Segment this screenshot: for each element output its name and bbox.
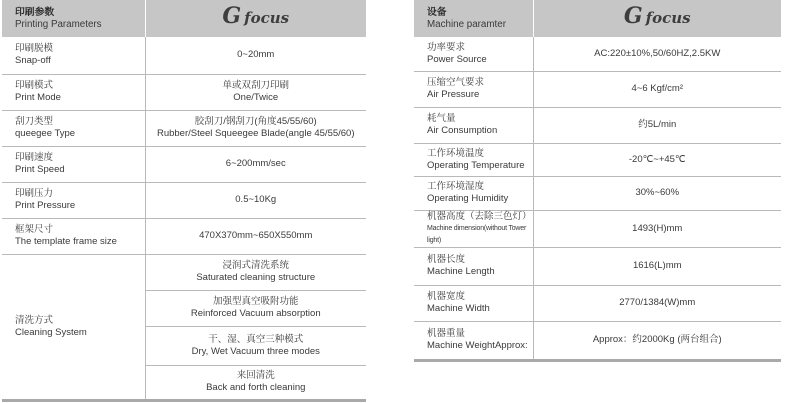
table-row xyxy=(414,71,781,107)
table-row xyxy=(414,247,781,285)
machine-parameters-table xyxy=(414,0,781,362)
row-label-cn: 刮刀类型 xyxy=(15,116,54,127)
row-label-en: Operating Temperature xyxy=(427,159,525,171)
cleaning-option-cn: 干、湿、真空三种模式 xyxy=(208,333,304,345)
row-value: 约5L/min xyxy=(533,107,781,143)
table-row xyxy=(414,210,781,247)
row-value: Approx：约2000Kg (两台组合) xyxy=(533,321,781,360)
cleaning-option-row xyxy=(2,254,366,290)
table-row xyxy=(414,176,781,210)
row-value: -20℃~+45℃ xyxy=(533,143,781,176)
row-label-cn: 印刷速度 xyxy=(15,152,54,163)
row-label-en: Power Source xyxy=(427,53,487,65)
cleaning-option-en: Back and forth cleaning xyxy=(206,382,306,393)
row-label-cn: 机器重量 xyxy=(427,328,466,339)
row-label-cn: 机器长度 xyxy=(427,254,466,265)
table-header xyxy=(2,0,366,37)
row-label-cn: 耗气量 xyxy=(427,113,456,124)
cleaning-option-cn: 加强型真空吸附功能 xyxy=(212,296,299,307)
cleaning-option-cn: 来回清洗 xyxy=(236,370,275,381)
row-value: 0~20mm xyxy=(145,37,366,74)
table-row xyxy=(2,218,366,254)
row-value-cn: 单或双刮刀印刷 xyxy=(222,80,289,91)
row-label-cn: 框架尺寸 xyxy=(15,224,54,235)
row-value: 6~200mm/sec xyxy=(145,146,366,182)
header-label: 印刷参数 Printing Parameters xyxy=(2,0,145,37)
row-label-en: Machine WeightApprox: xyxy=(427,340,528,351)
row-value-en: One/Twice xyxy=(233,92,279,103)
row-label-cn: 印刷模式 xyxy=(15,80,54,91)
row-label-en: Cleaning System xyxy=(15,326,87,338)
table-row xyxy=(414,143,781,176)
table-row xyxy=(2,110,366,146)
cleaning-option-en: Dry, Wet Vacuum three modes xyxy=(191,345,320,357)
cleaning-option-cn: 浸润式清洗系统 xyxy=(222,260,289,271)
header-label: 设备 Machine paramter xyxy=(414,0,533,37)
row-label-cn: 工作环境湿度 xyxy=(427,181,485,192)
row-value: AC:220±10%,50/60HZ,2.5KW xyxy=(533,37,781,71)
table-row xyxy=(2,146,366,182)
printing-parameters-table xyxy=(2,0,366,402)
row-label-en: Snap-off xyxy=(15,55,51,67)
row-value: 30%~60% xyxy=(533,176,781,210)
table-row xyxy=(414,107,781,143)
row-value: 470X370mm~650X550mm xyxy=(145,218,366,254)
row-value-en: Rubber/Steel Squeegee Blade(angle 45/55/60) xyxy=(156,128,355,139)
row-label-cn: 清洗方式 xyxy=(15,314,54,326)
row-label-cn: 工作环境温度 xyxy=(427,147,485,159)
row-label-en: The template frame size xyxy=(15,236,117,247)
row-value: 0.5~10Kg xyxy=(145,182,366,218)
cleaning-option-en: Saturated cleaning structure xyxy=(196,272,316,283)
brand-logo: G focus xyxy=(145,0,366,37)
row-label-cn: 机器高度（去除三色灯） xyxy=(427,210,532,222)
table-header xyxy=(414,0,781,37)
row-value-cn: 胶刮刀/钢刮刀(角度45/55/60) xyxy=(194,116,317,127)
row-label-en: Print Mode xyxy=(15,92,61,103)
row-label-cn: 机器宽度 xyxy=(427,291,466,302)
row-value: 1616(L)mm xyxy=(533,247,781,285)
row-label-cn: 压缩空气要求 xyxy=(427,77,485,88)
row-value: 4~6 Kgf/cm² xyxy=(533,71,781,107)
row-label-en: Air Consumption xyxy=(427,125,498,136)
row-label-en: Air Pressure xyxy=(427,89,480,100)
cleaning-option-en: Reinforced Vacuum absorption xyxy=(190,308,321,319)
row-label-cn: 印刷压力 xyxy=(15,188,54,199)
table-row xyxy=(2,37,366,74)
table-row xyxy=(2,74,366,110)
row-label-en: Machine Width xyxy=(427,303,490,314)
row-label-cn: 功率要求 xyxy=(427,41,466,53)
row-label-cn: 印刷脱模 xyxy=(15,43,54,55)
row-label-en: Machine dimension(without Tower light) xyxy=(427,224,527,244)
table-row xyxy=(2,182,366,218)
row-label-en: Operating Humidity xyxy=(427,193,509,204)
brand-logo: G focus xyxy=(533,0,781,37)
table-row xyxy=(414,321,781,360)
row-label-en: Machine Length xyxy=(427,266,495,277)
row-label-en: Print Pressure xyxy=(15,200,76,211)
row-label-en: queegee Type xyxy=(15,128,76,139)
table-row xyxy=(414,285,781,321)
row-label-en: Print Speed xyxy=(15,164,65,175)
row-value: 2770/1384(W)mm xyxy=(533,285,781,321)
row-value: 1493(H)mm xyxy=(533,210,781,247)
table-row xyxy=(414,37,781,71)
